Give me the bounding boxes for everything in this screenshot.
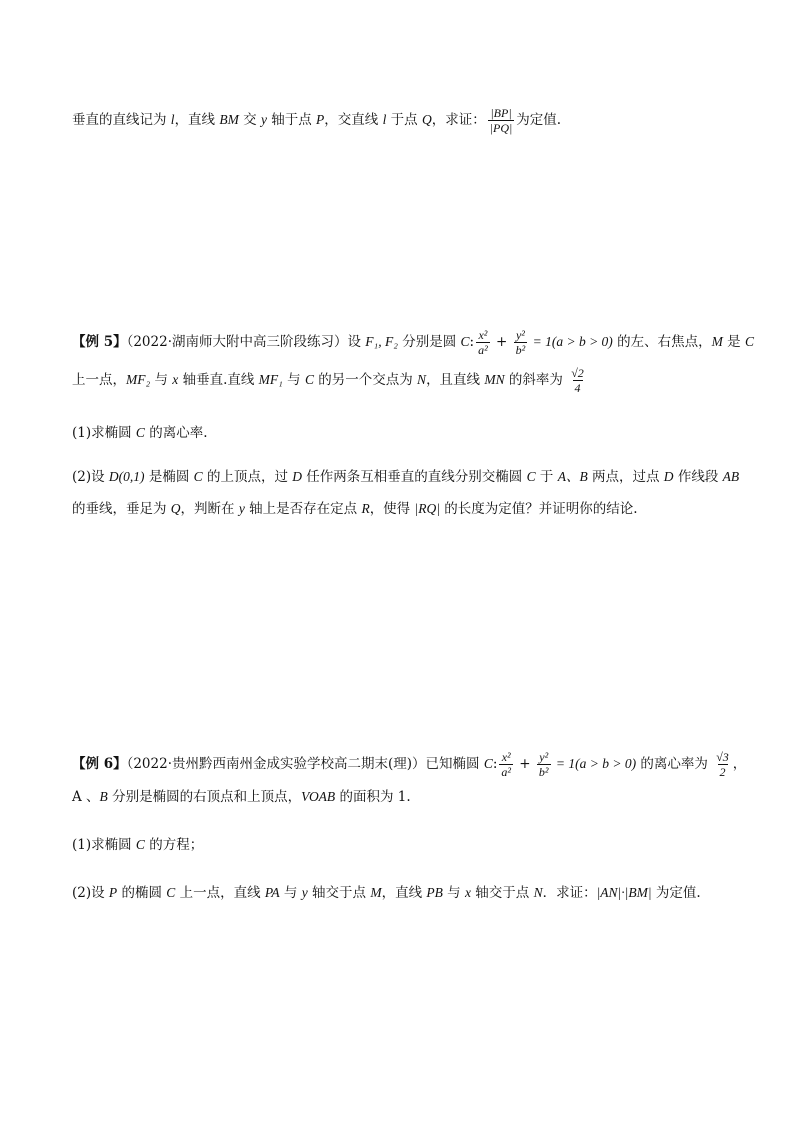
math-p: P [108,885,118,900]
math-c: C [304,372,314,387]
fraction-y2-b2 [537,750,551,779]
fraction-y2-b2 [514,328,528,357]
text-segment: ，求证： [431,112,486,128]
text-segment: 的椭圆 [117,885,167,901]
text-segment: ，交直线 [324,112,383,128]
text-segment: 的离心率为 [636,756,713,772]
text-segment: 作线段 [673,469,723,485]
text-segment: ，判断在 [180,501,239,517]
math-c: C [135,425,145,440]
text-segment: 于点 [386,112,422,128]
fraction-x2-a2 [476,328,490,357]
fraction-denominator: |PQ| [489,121,513,135]
example-source: （2022·湖南师大附中高三阶段练习）设 [126,334,366,350]
example-5-question-2-line-2 [72,500,638,518]
problem-4-continuation [72,106,561,135]
math-pb: PB [426,885,443,900]
text-segment: 垂直的直线记为 [72,112,171,128]
math-mf1: MF₁ [258,372,283,387]
text-segment: 任作两条互相垂直的直线分别交椭圆 [302,469,527,485]
text-segment: (1)求椭圆 [72,425,136,441]
text-segment: 的面积为 1. [335,789,411,805]
text-segment: 的离心率. [144,425,208,441]
text-segment: : [469,334,475,350]
math-c: C [483,756,493,771]
text-segment: 的左、右焦点， [612,334,712,350]
fraction-numerator: √3 [716,750,729,764]
text-segment: ，直线 [381,885,427,901]
fraction-denominator: a² [478,343,488,357]
text-segment: : [492,756,498,772]
example-6-line-2 [72,788,411,806]
math-n: N [533,885,543,900]
fraction-sqrt3-2 [714,750,731,779]
text-segment: ，使得 [369,501,415,517]
math-c: C [744,334,754,349]
text-segment: 轴交于点 [470,885,534,901]
math-l: l [170,112,175,127]
math-y: y [301,885,308,900]
text-segment: 于 [535,469,558,485]
text-segment: 的垂线，垂足为 [72,501,171,517]
math-b: B [99,789,108,804]
math-n: N [417,372,427,387]
math-pa: PA [264,885,280,900]
text-segment: 为定值. [651,885,701,901]
math-c: C [193,469,203,484]
math-bm: BM [219,112,239,127]
math-ab: AB [722,469,740,484]
math-y: y [260,112,267,127]
text-segment: 两点，过点 [587,469,664,485]
math-condition: = 1(a > b > 0) [552,756,637,771]
math-condition: = 1(a > b > 0) [529,334,613,349]
text-segment: 与 [150,372,173,388]
text-segment: 轴垂直.直线 [178,372,259,388]
math-x: x [172,372,179,387]
math-d-point: D(0,1) [108,469,145,484]
math-l: l [382,112,387,127]
fraction-numerator: √2 [571,366,584,380]
text-segment: ， [732,756,747,772]
example-5-question-1 [72,424,208,442]
math-c: C [460,334,470,349]
math-x: x [464,885,471,900]
example-tag: 【例 6】 [72,756,127,772]
text-segment: 的方程； [144,837,204,853]
text-segment: 是 [722,334,745,350]
math-rq: |RQ| [414,501,440,516]
example-tag: 【例 5】 [72,334,127,350]
text-segment: A 、 [72,789,100,805]
math-p: P [316,112,325,127]
text-segment: 分别是椭圆的右顶点和上顶点， [107,789,302,805]
math-c: C [526,469,536,484]
example-source: （2022·贵州黔西南州金成实验学校高二期末(理)）已知椭圆 [126,756,484,772]
fraction-denominator: b² [515,343,526,357]
math-d: D [663,469,674,484]
text-segment: 分别是圆 [397,334,461,350]
math-m: M [711,334,723,349]
text-segment: 与 [442,885,465,901]
text-segment: 与 [279,885,302,901]
fraction-denominator: a² [501,765,512,779]
math-ab-points: A、B [557,469,588,484]
fraction-numerator: y² [515,328,525,342]
fraction-numerator: x² [478,328,488,342]
text-segment: (2)设 [72,885,109,901]
math-mf2: MF₂ [126,372,151,387]
fraction-x2-a2 [499,750,513,779]
fraction-denominator: 4 [574,381,581,395]
math-c: C [135,837,145,852]
text-segment: ．求证： [542,885,597,901]
text-segment: 为定值. [516,112,562,128]
text-segment: (2)设 [72,469,109,485]
text-segment: (1)求椭圆 [72,837,136,853]
text-segment: 轴上是否存在定点 [244,501,362,517]
example-5-line-1 [72,328,754,357]
text-segment: 的斜率为 [504,372,568,388]
example-5-line-2 [72,366,588,395]
math-m: M [370,885,382,900]
example-6-question-1 [72,836,203,854]
text-segment: 轴于点 [266,112,317,128]
example-5-question-2-line-1 [72,468,739,486]
math-q: Q [170,501,181,516]
fraction-sqrt2-4 [569,366,586,395]
text-segment: 是椭圆 [144,469,194,485]
text-segment: + [515,756,535,772]
math-d: D [292,469,302,484]
text-segment: 与 [282,372,305,388]
text-segment: 上一点，直线 [175,885,265,901]
fraction-numerator: x² [501,750,511,764]
text-segment: 的长度为定值？并证明你的结论. [439,501,638,517]
fraction-bp-pq [488,106,515,135]
math-an-bm: |AN|·|BM| [596,885,652,900]
text-segment: 上一点， [72,372,126,388]
math-r: R [361,501,370,516]
text-segment: 的上顶点，过 [202,469,293,485]
example-6-line-1 [72,750,746,779]
text-segment: ，且直线 [426,372,485,388]
fraction-denominator: b² [538,765,549,779]
math-mn: MN [484,372,505,387]
text-segment: ，直线 [174,112,220,128]
fraction-denominator: 2 [719,765,726,779]
math-y: y [238,501,245,516]
text-segment: + [491,334,512,350]
text-segment: 交 [238,112,261,128]
math-f1f2: F₁, F₂ [365,334,398,349]
text-segment: 轴交于点 [307,885,371,901]
math-voab: VOAB [301,789,336,804]
text-segment: 的另一个交点为 [313,372,418,388]
math-c: C [166,885,176,900]
example-6-question-2 [72,884,701,902]
math-q: Q [421,112,432,127]
fraction-numerator: |BP| [490,106,512,120]
fraction-numerator: y² [539,750,549,764]
